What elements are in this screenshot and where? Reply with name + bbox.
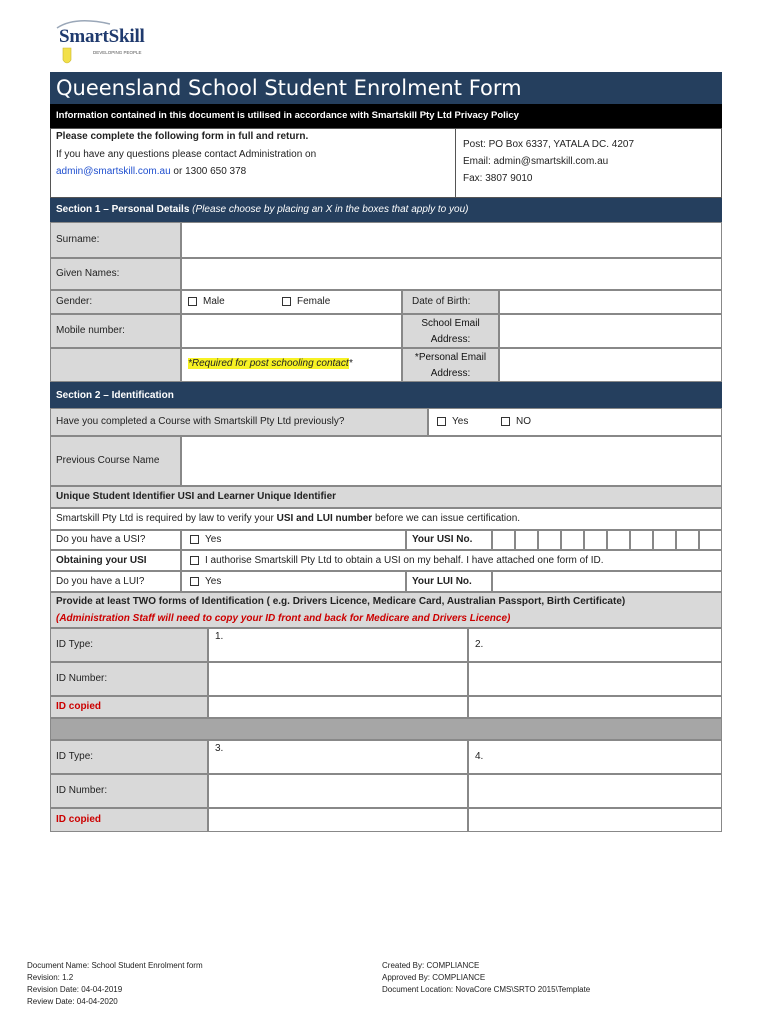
female-label: Female — [297, 296, 331, 307]
id-copied-label: ID copied — [56, 814, 102, 825]
gender-options — [181, 290, 402, 314]
id-1-number-input[interactable] — [208, 662, 468, 696]
id-3-number-input[interactable] — [208, 774, 468, 808]
id-copied-label-cell — [50, 696, 208, 718]
previous-course-label-cell — [50, 436, 181, 486]
personal-email-label-2: Address: — [430, 368, 471, 379]
footer-location: Document Location: NovaCore CMS\SRTO 2015\Template — [382, 985, 591, 994]
id-type-label: ID Type: — [56, 639, 94, 650]
surname-input[interactable] — [181, 222, 722, 258]
id-copied-label: ID copied — [56, 701, 102, 712]
id-1-type-input[interactable] — [208, 628, 468, 662]
usi-digit-box[interactable] — [630, 530, 653, 550]
id-number-label-cell — [50, 774, 208, 808]
obtaining-usi-label: Obtaining your USI — [56, 555, 147, 566]
usi-no-label-cell — [406, 530, 492, 550]
usi-heading: Unique Student Identifier USI and Learner Unique Identifier — [56, 491, 337, 502]
authorise-cell — [181, 550, 722, 571]
id-3-type-input[interactable] — [208, 740, 468, 774]
footer-right — [382, 960, 712, 996]
intro-phone: or 1300 650 378 — [170, 166, 247, 177]
section-1-note: (Please choose by placing an X in the boxes that apply to you) — [192, 204, 469, 215]
female-checkbox[interactable] — [282, 297, 291, 306]
id-type-label: ID Type: — [56, 751, 94, 762]
male-checkbox[interactable] — [188, 297, 197, 306]
lui-yes-checkbox[interactable] — [190, 577, 199, 586]
gender-label: Gender: — [56, 296, 93, 307]
id-4-number-input[interactable] — [468, 774, 722, 808]
completed-no-label: NO — [516, 416, 531, 427]
id-1-number: 1. — [215, 631, 224, 642]
id-4-copied-input[interactable] — [468, 808, 722, 832]
required-note — [188, 358, 353, 369]
completed-course-options — [428, 408, 722, 436]
school-email-input[interactable] — [499, 314, 722, 348]
id-heading: Provide at least TWO forms of Identification ( e.g. Drivers Licence, Medicare Card, Australian Passport, Birth Certificate) — [56, 596, 626, 607]
obtaining-usi-label-cell — [50, 550, 181, 571]
lui-no-label-cell — [406, 571, 492, 592]
footer-approved: Approved By: COMPLIANCE — [382, 973, 486, 982]
authorise-checkbox[interactable] — [190, 556, 199, 565]
completed-course-question: Have you completed a Course with Smartskill Pty Ltd previously? — [56, 416, 345, 427]
id-divider-row — [50, 718, 722, 740]
usi-no-label: Your USI No. — [412, 534, 473, 545]
usi-header — [50, 486, 722, 508]
id-number-label: ID Number: — [56, 785, 108, 796]
usi-digit-box[interactable] — [607, 530, 630, 550]
have-usi-label-cell — [50, 530, 181, 550]
lui-yes-label: Yes — [205, 576, 222, 587]
usi-digit-box[interactable] — [584, 530, 607, 550]
id-2-number-input[interactable] — [468, 662, 722, 696]
intro-line-1: Please complete the following form in full and return. — [56, 131, 309, 142]
footer-created: Created By: COMPLIANCE — [382, 961, 480, 970]
given-names-label-cell — [50, 258, 181, 290]
required-note-text: *Required for post schooling contact — [188, 358, 349, 369]
form-title: Queensland School Student Enrolment Form — [50, 72, 722, 104]
section-1-header — [50, 198, 722, 222]
footer-revision: Revision: 1.2 — [27, 973, 74, 982]
dob-label-cell — [402, 290, 499, 314]
contact-email: Email: admin@smartskill.com.au — [463, 156, 609, 167]
footer-revision-date: Revision Date: 04-04-2019 — [27, 985, 123, 994]
id-3-copied-input[interactable] — [208, 808, 468, 832]
usi-digit-box[interactable] — [515, 530, 538, 550]
usi-digit-box[interactable] — [653, 530, 676, 550]
section-2-header — [50, 382, 722, 408]
school-email-label-1: School Email — [421, 318, 480, 329]
usi-law-post: before we can issue certification. — [372, 513, 521, 524]
authorise-text: I authorise Smartskill Pty Ltd to obtain a USI on my behalf. I have attached one form of ID. — [205, 555, 604, 566]
usi-yes-option[interactable] — [190, 534, 221, 545]
usi-digit-box[interactable] — [492, 530, 515, 550]
usi-yes-checkbox[interactable] — [190, 535, 199, 544]
have-lui-options — [181, 571, 406, 592]
contact-box — [455, 128, 724, 198]
id-2-type-input[interactable] — [468, 628, 722, 662]
given-names-label: Given Names: — [56, 268, 120, 279]
lui-no-label: Your LUI No. — [412, 576, 472, 587]
personal-email-label-1: *Personal Email — [414, 352, 487, 363]
mobile-label: Mobile number: — [56, 325, 125, 336]
smartskill-logo — [55, 18, 155, 68]
usi-law-bold: USI and LUI number — [276, 513, 373, 524]
male-label: Male — [203, 296, 225, 307]
post-address: Post: PO Box 6337, YATALA DC. 4207 — [463, 139, 635, 150]
have-lui-label: Do you have a LUI? — [56, 576, 145, 587]
lui-number-input[interactable] — [492, 571, 722, 592]
id-number-label: ID Number: — [56, 673, 108, 684]
id-number-label-cell — [50, 662, 208, 696]
logo-text: SmartSkill — [59, 26, 145, 47]
female-option[interactable] — [282, 296, 330, 307]
id-2-number: 2. — [475, 639, 484, 650]
contact-fax: Fax: 3807 9010 — [463, 173, 533, 184]
usi-digit-box[interactable] — [538, 530, 561, 550]
mobile-label-cell — [50, 314, 181, 348]
surname-label: Surname: — [56, 234, 100, 245]
intro-contact — [56, 166, 246, 177]
given-names-input[interactable] — [181, 258, 722, 290]
intro-line-2: If you have any questions please contact Administration on — [56, 149, 317, 160]
usi-digit-box[interactable] — [676, 530, 699, 550]
usi-digit-box[interactable] — [561, 530, 584, 550]
previous-course-input[interactable] — [181, 436, 722, 486]
usi-law-text — [56, 513, 520, 524]
required-note-star: * — [348, 358, 353, 369]
personal-email-label-cell — [402, 348, 499, 382]
id-copied-label-cell — [50, 808, 208, 832]
completed-course-label-cell — [50, 408, 428, 436]
footer-left — [27, 960, 347, 1008]
logo-tagline: DEVELOPING PEOPLE — [93, 50, 142, 55]
section-1-title: Section 1 – Personal Details — [56, 204, 190, 215]
footer-review-date: Review Date: 04-04-2020 — [27, 997, 118, 1006]
privacy-notice: Information contained in this document is utilised in accordance with Smartskill Pty Ltd Privacy Policy — [50, 104, 722, 128]
required-note-cell — [181, 348, 402, 382]
section-2-title: Section 2 – Identification — [56, 390, 174, 401]
mobile-input[interactable] — [181, 314, 402, 348]
dob-label: Date of Birth: — [412, 296, 471, 307]
id-4-number: 4. — [475, 751, 484, 762]
have-lui-label-cell — [50, 571, 181, 592]
completed-yes-option[interactable] — [437, 416, 468, 427]
id-header — [50, 592, 722, 628]
footer-doc-name: Document Name: School Student Enrolment form — [27, 961, 203, 970]
have-usi-label: Do you have a USI? — [56, 534, 146, 545]
usi-law-pre: Smartskill Pty Ltd is required by law to verify your — [56, 513, 277, 524]
admin-email-link[interactable]: admin@smartskill.com.au — [56, 166, 171, 177]
previous-course-label: Previous Course Name — [56, 455, 160, 466]
surname-label-cell — [50, 222, 181, 258]
id-type-label-cell — [50, 740, 208, 774]
id-1-copied-input[interactable] — [208, 696, 468, 718]
have-usi-options — [181, 530, 406, 550]
id-3-number: 3. — [215, 743, 224, 754]
id-admin-note: (Administration Staff will need to copy your ID front and back for Medicare and Drivers Licence) — [56, 613, 511, 624]
lui-yes-option[interactable] — [190, 576, 221, 587]
usi-digit-box[interactable] — [699, 530, 722, 550]
school-email-label-2: Address: — [430, 334, 471, 345]
id-2-copied-input[interactable] — [468, 696, 722, 718]
completed-yes-label: Yes — [452, 416, 469, 427]
blank-label-cell — [50, 348, 181, 382]
male-option[interactable] — [188, 296, 225, 307]
usi-law-row — [50, 508, 722, 530]
authorise-option[interactable] — [190, 555, 604, 566]
id-type-label-cell — [50, 628, 208, 662]
school-email-label-cell — [402, 314, 499, 348]
completed-no-option[interactable] — [501, 416, 531, 427]
completed-yes-checkbox[interactable] — [437, 417, 446, 426]
id-4-type-input[interactable] — [468, 740, 722, 774]
intro-block — [50, 128, 722, 198]
usi-yes-label: Yes — [205, 534, 222, 545]
completed-no-checkbox[interactable] — [501, 417, 510, 426]
dob-input[interactable] — [499, 290, 722, 314]
personal-email-input[interactable] — [499, 348, 722, 382]
gender-label-cell — [50, 290, 181, 314]
